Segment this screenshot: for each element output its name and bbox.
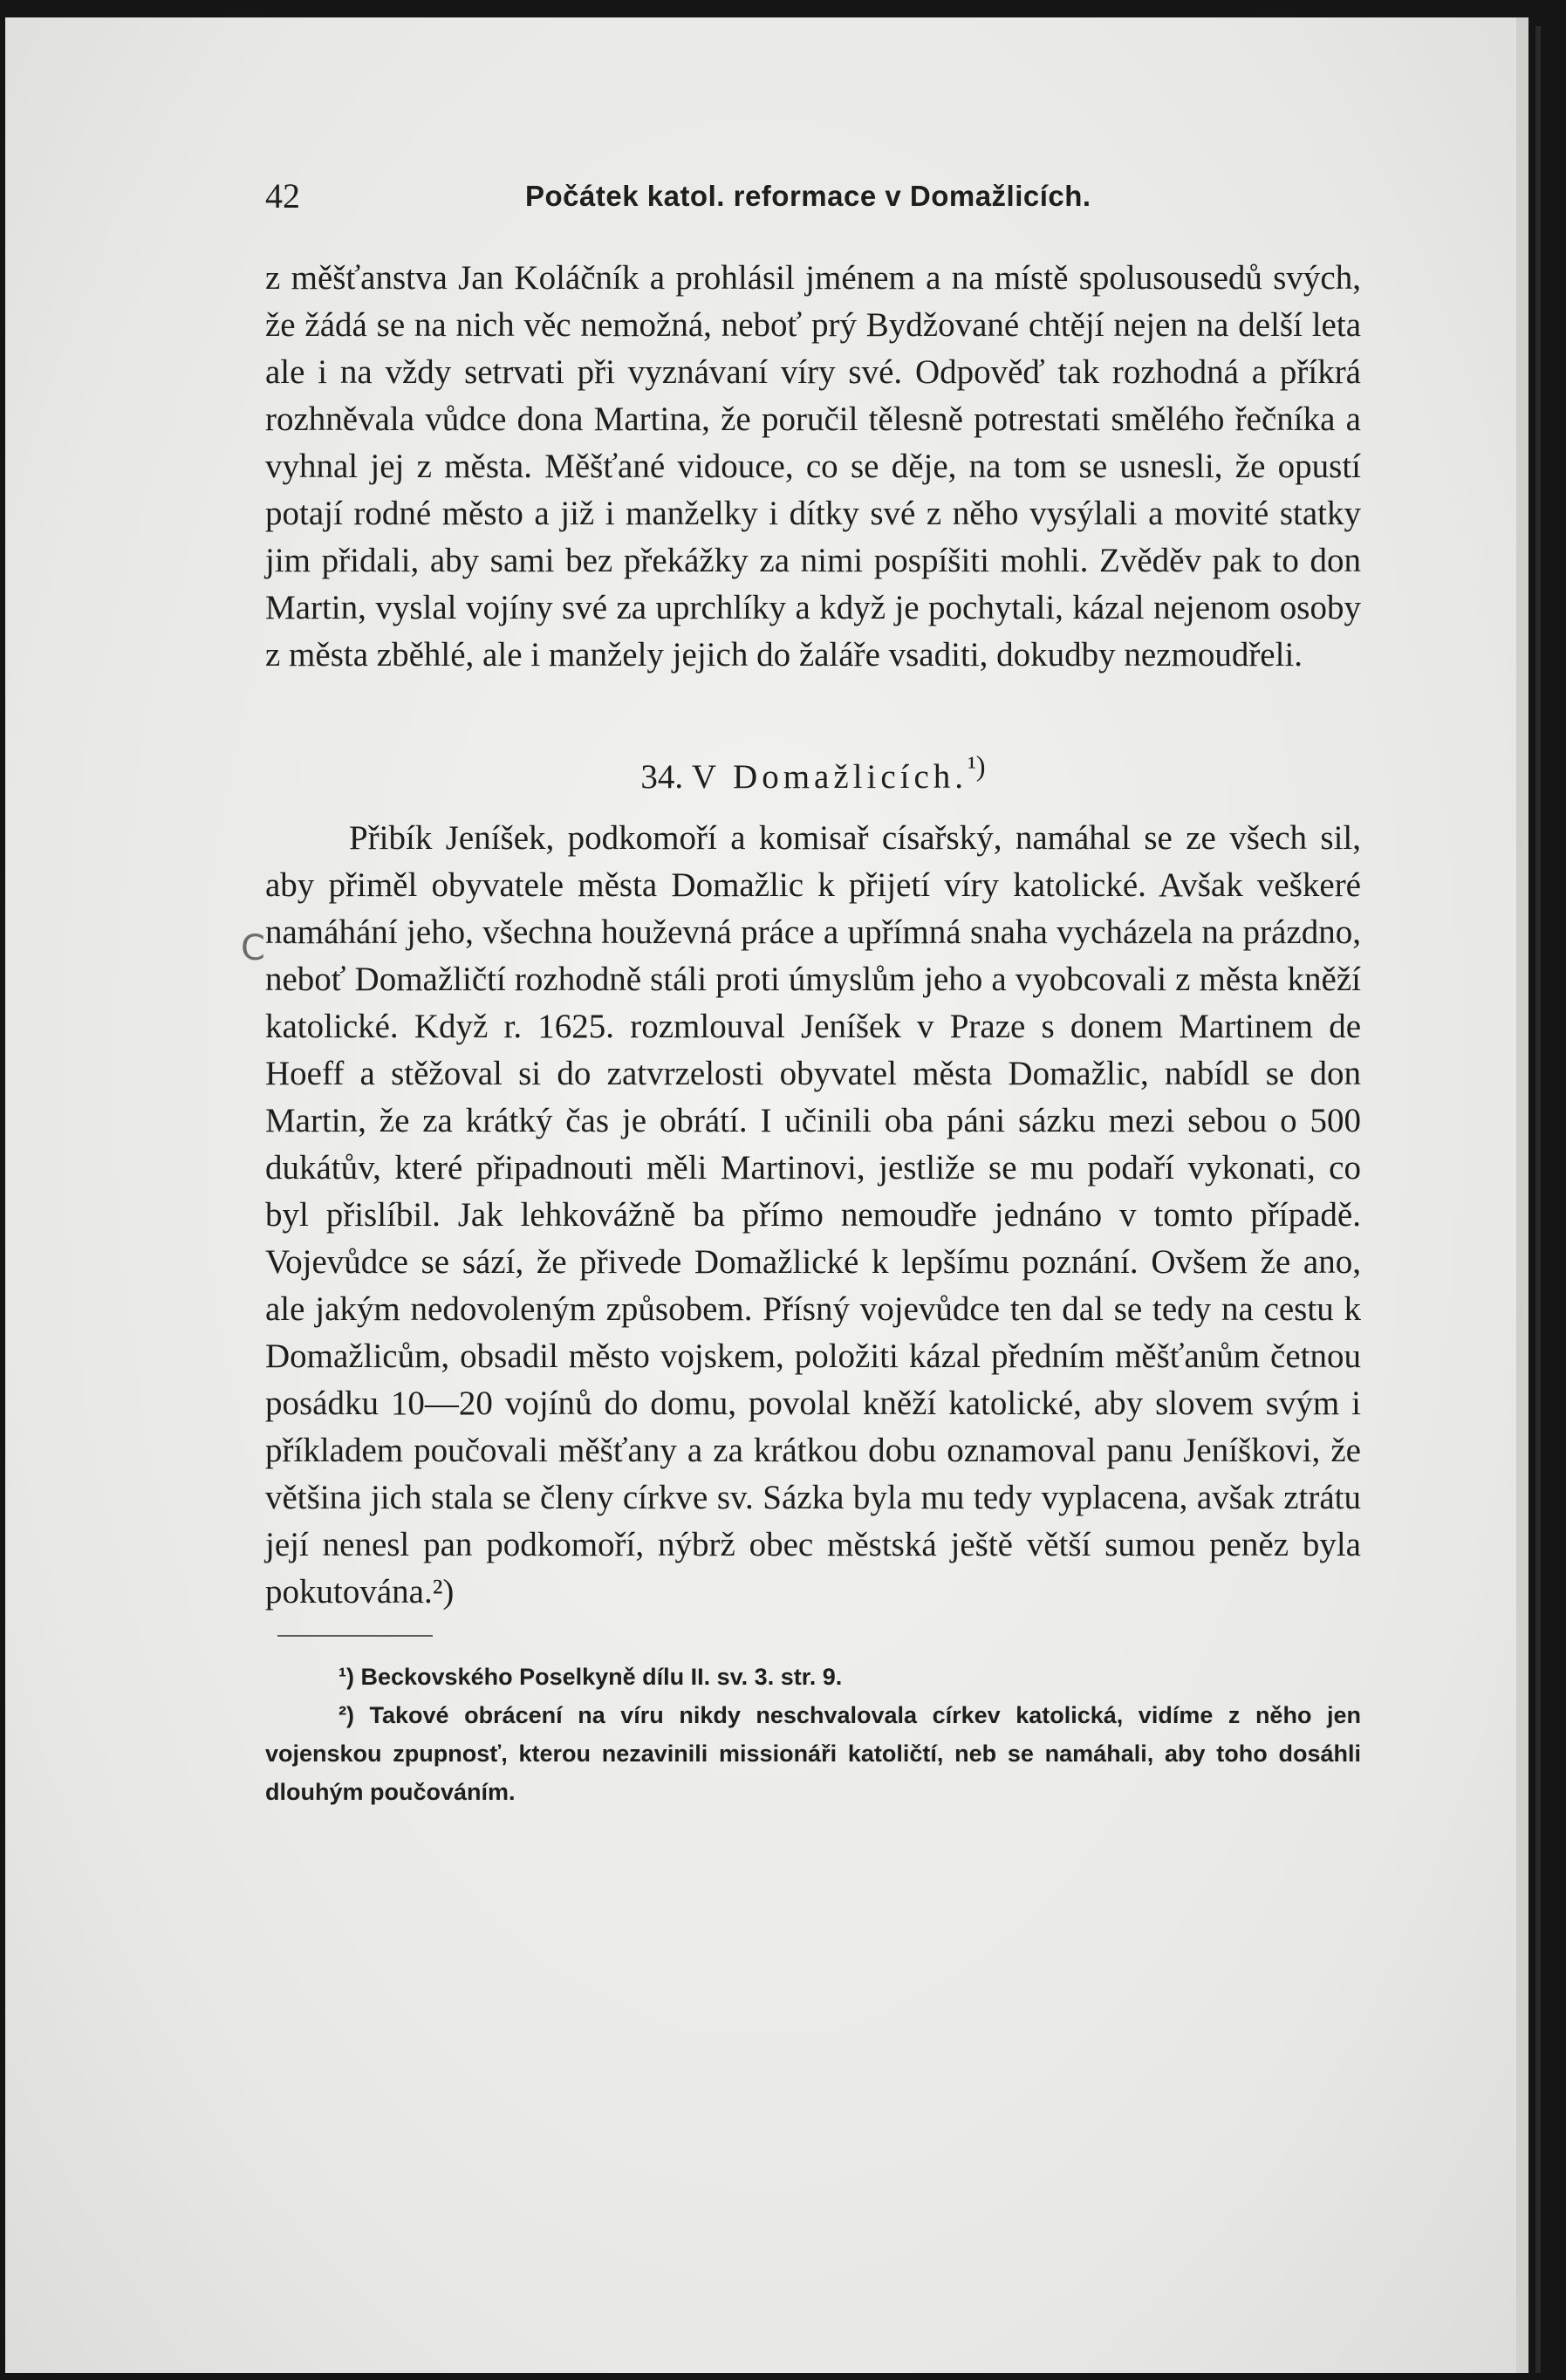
section-note-ref: ¹): [968, 751, 986, 783]
binding-shadow: [1535, 26, 1541, 2373]
footnote-2: ²) Takové obrácení na víru nikdy neschvalovala církev katolická, vidíme z něho jen vojenskou zpupnosť, kterou nezavinili missionáři katoličtí, neb se namáhali, aby toho dosáhli dlouhým poučováním.: [265, 1702, 1361, 1805]
paragraph-section-body: Přibík Jeníšek, podkomoří a komisař císařský, namáhal se ze všech sil, aby přiměl obyvatele města Domažlic k přijetí víry katolické. Avšak veškeré namáhání jeho, všechna houževná práce a upřímná snaha vycházela na prázdno, neboť Domažličtí rozhodně stáli proti úmyslům jeho a vyobcovali z města kněží katolické. Když r. 1625. rozmlouval Jeníšek v Praze s donem Martinem de Hoeff a stěžoval si do zatvrzelosti obyvatel města Domažlic, nabídl se don Martin, že za krátký čas je obrátí. I učinili oba páni sázku mezi sebou o 500 dukátův, které připadnouti měli Martinovi, jestliže se mu podaří vykonati, co byl přislíbil. Jak lehkovážně ba přímo nemoudře jednáno v tomto případě. Vojevůdce se sází, že přivede Domažlické k lepšímu poznání. Ovšem že ano, ale jakým nedovoleným způsobem. Přísný vojevůdce ten dal se tedy na cestu k Domažlicům, obsadil město vojskem, položiti kázal předním měšťanům četnou posádku 10—20 vojínů do domu, povolal kněží katolické, aby slovem svým i příkladem poučovali měšťany a za krátkou dobu oznamoval panu Jeníškovi, že většina jich stala se členy církve sv. Sázka byla mu tedy vyplacena, avšak ztrátu její nenesl pan podkomoří, nýbrž obec městská ještě větší sumou peněz byla pokutována.²): [265, 819, 1361, 1611]
page-content: [265, 174, 1361, 1811]
page-edge: [1516, 17, 1528, 2373]
footnote-divider: [277, 1635, 433, 1637]
section-title: V Domažlicích.: [691, 758, 968, 796]
running-title: Počátek katol. reformace v Domažlicích.: [525, 180, 1091, 212]
section-heading: [265, 743, 1361, 801]
section-number: 34.: [640, 758, 684, 796]
running-head: [265, 174, 1361, 218]
paragraph-continuation: z měšťanstva Jan Koláčník a prohlásil jménem a na místě spolusousedů svých, že žádá se na nich věc nemožná, neboť prý Bydžované chtějí nejen na delší leta ale i na vždy setrvati při vyznávaní víry své. Odpověď tak rozhodná a příkrá rozhněvala vůdce dona Martina, že poručil tělesně potrestati smělého řečníka a vyhnal jej z města. Měšťané vidouce, co se děje, na tom se usnesli, že opustí potají rodné město a již i manželky i dítky své z něho vysýlali a movité statky jim přidali, aby sami bez překážky za nimi pospíšiti mohli. Zvěděv pak to don Martin, vyslal vojíny své za uprchlíky a když je pochytali, kázal nejenom osoby z města zběhlé, ale i manžely jejich do žaláře vsaditi, dokudby nezmoudřeli.: [265, 259, 1361, 674]
page-number: 42: [265, 176, 300, 215]
handwritten-margin-mark: C: [241, 928, 265, 968]
footnote-1: ¹) Beckovského Poselkyně dílu II. sv. 3. str. 9.: [339, 1664, 843, 1690]
